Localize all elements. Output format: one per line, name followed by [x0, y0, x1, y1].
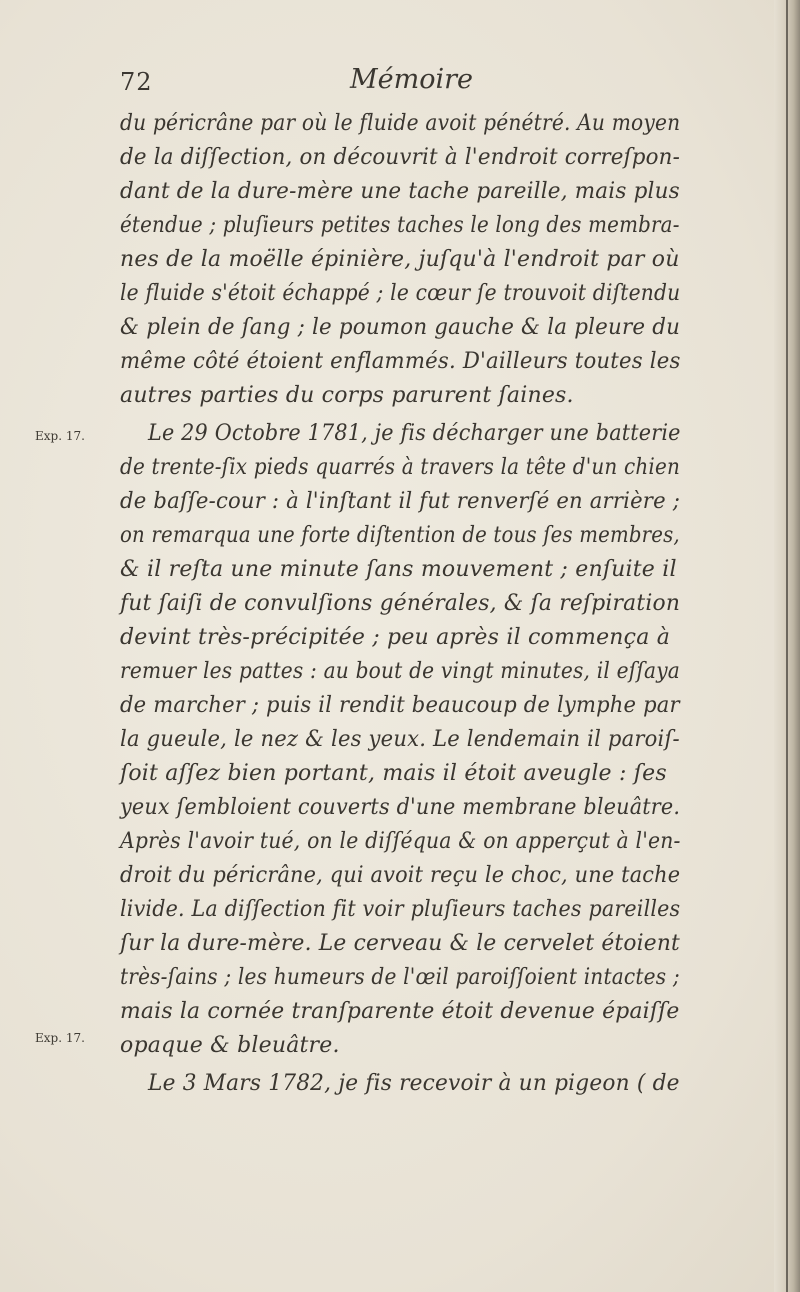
- text-line: nes de la moëlle épinière, juſqu'à l'endroit par où: [120, 247, 680, 272]
- text-line: droit du péricrâne, qui avoit reçu le choc, une tache: [120, 863, 681, 888]
- text-line: très-ſains ; les humeurs de l'œil paroiſſoient intactes ;: [120, 965, 680, 990]
- text-line: & il reſta une minute ſans mouvement ; enſuite il: [120, 557, 677, 582]
- text-line: Le 3 Mars 1782, je fis recevoir à un pigeon ( de: [148, 1071, 680, 1096]
- text-line: de marcher ; puis il rendit beaucoup de lymphe par: [120, 693, 680, 718]
- text-line: remuer les pattes : au bout de vingt minutes, il eſſaya: [120, 659, 681, 684]
- text-line: devint très-précipitée ; peu après il commença à: [120, 625, 671, 650]
- page-header: [120, 64, 700, 104]
- margin-note-experiment: Exp. 17.: [35, 429, 85, 443]
- text-line: yeux ſembloient couverts d'une membrane bleuâtre.: [120, 795, 681, 820]
- text-line: de la diſſection, on découvrit à l'endroit correſpon-: [120, 145, 680, 170]
- text-line: dant de la dure-mère une tache pareille, mais plus: [120, 179, 680, 204]
- text-line: étendue ; pluſieurs petites taches le long des membra-: [120, 213, 680, 238]
- margin-note-experiment: Exp. 17.: [35, 1031, 85, 1045]
- text-line: & plein de ſang ; le poumon gauche & la pleure du: [120, 315, 681, 340]
- text-line: la gueule, le nez & les yeux. Le lendemain il paroiſ-: [120, 727, 680, 752]
- text-line: Le 29 Octobre 1781, je fis décharger une batterie: [148, 421, 681, 446]
- text-line: le fluide s'étoit échappé ; le cœur ſe trouvoit diſtendu: [120, 281, 681, 306]
- text-line: Après l'avoir tué, on le diſſéqua & on apperçut à l'en-: [120, 829, 681, 854]
- text-line: ſur la dure-mère. Le cerveau & le cervelet étoient: [120, 931, 680, 956]
- text-line: même côté étoient enflammés. D'ailleurs toutes les: [120, 349, 681, 374]
- text-line: fut ſaiſi de convulſions générales, & ſa reſpiration: [120, 591, 681, 616]
- running-head: Mémoire: [350, 64, 474, 95]
- text-line: de baſſe-cour : à l'inſtant il fut renverſé en arrière ;: [120, 489, 681, 514]
- text-line: mais la cornée tranſparente étoit devenue épaiſſe: [120, 999, 680, 1024]
- text-line: de trente-ſix pieds quarrés à travers la tête d'un chien: [120, 455, 681, 480]
- text-line: on remarqua une forte diſtention de tous ſes membres,: [120, 523, 680, 548]
- text-line: ſoit aſſez bien portant, mais il étoit aveugle : ſes: [120, 761, 667, 786]
- page-number: 72: [120, 68, 153, 96]
- text-line: livide. La diſſection fit voir pluſieurs taches pareilles: [120, 897, 681, 922]
- binding-line: [786, 0, 788, 1292]
- text-line: opaque & bleuâtre.: [120, 1033, 340, 1058]
- text-line: autres parties du corps parurent ſaines.: [120, 383, 574, 408]
- text-line: du péricrâne par où le fluide avoit pénétré. Au moyen: [120, 111, 681, 136]
